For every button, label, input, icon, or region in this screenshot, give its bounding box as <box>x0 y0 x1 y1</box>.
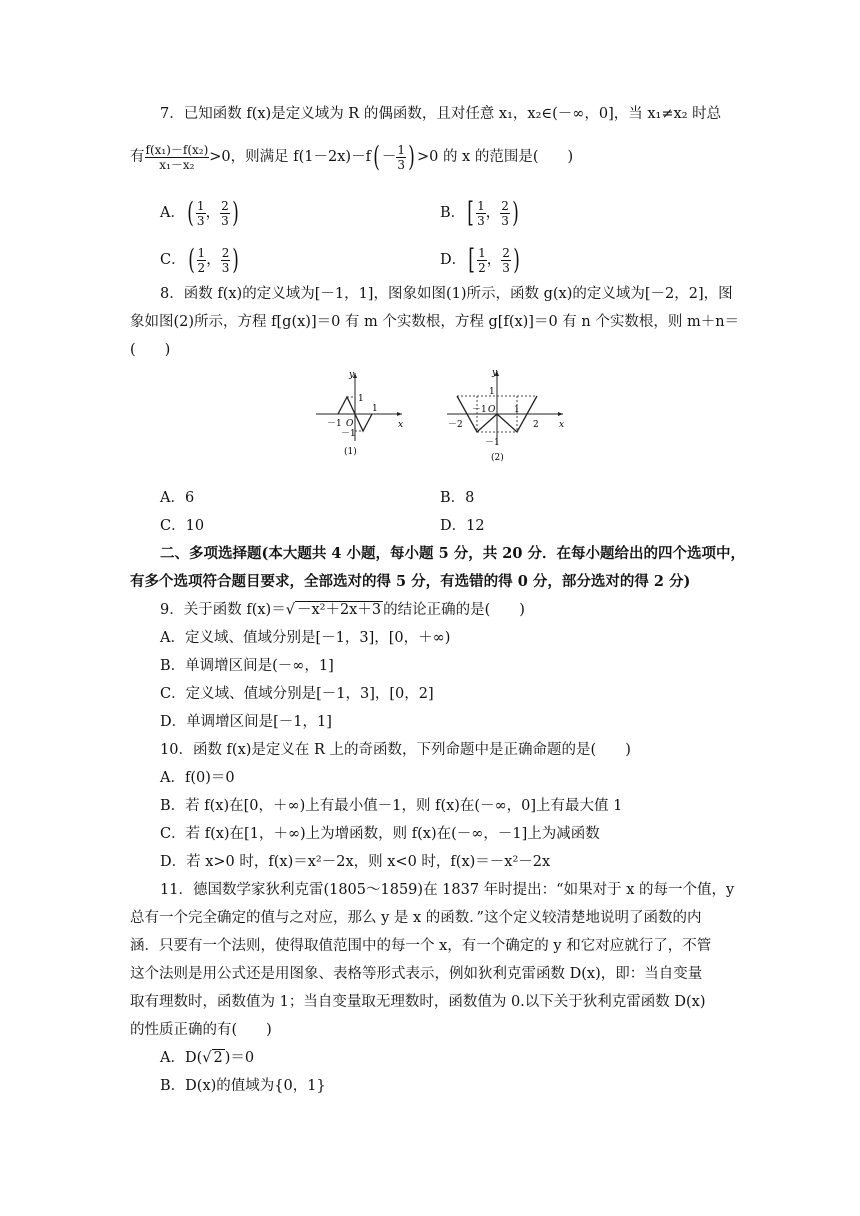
q11-stem-line1: 11．德国数学家狄利克雷(1805～1859)在 1837 年时提出：“如果对于 x 的每一个值，y <box>160 882 735 898</box>
frac-num: 2 <box>221 198 229 213</box>
fig1-tick: 1 <box>358 394 364 404</box>
q11-stem-line5: 取有理数时，函数值为 1；当自变量取无理数时，函数值为 0.以下关于狄利克雷函数 D(x) <box>130 994 706 1010</box>
q7-arg-den: 3 <box>397 157 406 172</box>
q9-pre: 9．关于函数 f(x)＝ <box>160 602 286 618</box>
fig2-tick: －1 <box>472 405 487 415</box>
q7-option-c[interactable]: C．( $\frac{1}{2}$ ， $\frac{2}{3}$ ) <box>160 243 240 276</box>
option-label: B． <box>440 205 466 221</box>
q7-arg-num: 1 <box>397 142 406 157</box>
option-label: A． <box>160 205 185 221</box>
q7-frac-numerator: f(x₁)－f(x₂) <box>145 142 209 157</box>
fig2-caption: (2) <box>491 453 504 463</box>
fig2-tick: －2 <box>448 420 463 430</box>
q11-opt-a-post: )＝0 <box>224 1050 255 1066</box>
q11-option-b[interactable]: B．D(x)的值域为{0，1} <box>160 1078 326 1094</box>
q11-stem-line2: 总有一个完全确定的值与之对应，那么 y 是 x 的函数．”这个定义较清楚地说明了函数的内 <box>130 910 702 926</box>
section-2-heading-line1: 二、多项选择题(本大题共 4 小题，每小题 5 分，共 20 分．在每小题给出的四个选项中， <box>160 545 746 562</box>
interval-left <box>476 199 486 228</box>
frac-den: 3 <box>477 213 485 228</box>
q9-option-b[interactable]: B．单调增区间是(－∞，1] <box>160 658 334 674</box>
q7-option-b[interactable]: B．[ $\frac{1}{3}$ ， $\frac{2}{3}$ ) <box>440 196 519 229</box>
figure-2-graph <box>445 365 575 463</box>
interval-open: [ <box>467 196 474 229</box>
q7-arg-fraction <box>396 143 406 172</box>
q9-sqrt-body: －x²＋2x＋3 <box>296 602 382 618</box>
fig1-tick: 1 <box>372 404 378 414</box>
fig2-x-arrow <box>558 412 563 416</box>
interval-right <box>500 199 510 228</box>
frac-num: 1 <box>478 245 486 260</box>
q9-stem <box>160 600 525 620</box>
q7-option-a[interactable]: A．( $\frac{1}{3}$ ， $\frac{2}{3}$ ) <box>160 196 239 229</box>
q7-fraction <box>145 143 210 172</box>
q10-option-b[interactable]: B．若 f(x)在[0，＋∞)上有最小值－1，则 f(x)在(－∞，0]上有最大值 1 <box>160 798 623 814</box>
fig1-tick: －1 <box>327 419 342 429</box>
interval-left <box>197 246 207 275</box>
q9-option-d[interactable]: D．单调增区间是[－1，1] <box>160 714 332 730</box>
fig2-tick: 2 <box>533 420 539 430</box>
q7-option-d[interactable]: D．[ $\frac{1}{2}$ ， $\frac{2}{3}$ ) <box>440 243 520 276</box>
fig2-tick: －1 <box>485 438 500 448</box>
q8-option-b[interactable]: B．8 <box>440 490 475 506</box>
fig1-x-arrow <box>397 412 402 416</box>
q7-pre: 有 <box>130 149 145 165</box>
figure-1-graph <box>310 365 410 457</box>
frac-den: 3 <box>221 260 230 275</box>
q10-option-d[interactable]: D．若 x>0 时，f(x)＝x²－2x，则 x<0 时，f(x)＝－x²－2x <box>160 854 551 870</box>
interval-close: ) <box>512 196 519 229</box>
q7-arg-sign: － <box>381 149 397 165</box>
interval-open: [ <box>468 243 475 276</box>
q11-stem-line4: 这个法则是用公式还是用图象、表格等形式表示，例如狄利克雷函数 D(x)，即：当自变量 <box>130 966 703 982</box>
fig1-caption: (1) <box>344 447 357 457</box>
frac-num: 1 <box>477 198 485 213</box>
interval-right <box>221 246 231 275</box>
q11-opt-a-pre: A．D( <box>160 1050 203 1066</box>
q11-stem-line6: 的性质正确的有( ) <box>130 1022 272 1038</box>
q10-stem: 10．函数 f(x)是定义在 R 上的奇函数，下列命题中是正确命题的是( ) <box>160 742 631 758</box>
option-label: C． <box>160 252 186 268</box>
q11-option-a[interactable] <box>160 1048 254 1068</box>
q10-option-a[interactable]: A．f(0)＝0 <box>160 770 235 786</box>
sqrt-sign: √ <box>285 602 295 618</box>
q8-option-a[interactable]: A．6 <box>160 490 195 506</box>
q7-stem-line1: 7．已知函数 f(x)是定义域为 R 的偶函数，且对任意 x₁，x₂∈(－∞，0]，当 x₁≠x₂ 时总 <box>160 106 722 122</box>
frac-num: 2 <box>501 198 509 213</box>
frac-den: 3 <box>196 213 205 228</box>
q11-opt-a-sqrt: 2 <box>213 1050 223 1066</box>
frac-den: 3 <box>221 213 229 228</box>
frac-den: 2 <box>478 260 486 275</box>
q7-arg-close-paren: ) <box>408 140 415 173</box>
q8-stem-line2: 象如图(2)所示，方程 f[g(x)]＝0 有 m 个实数根，方程 g[f(x)]＝0 有 n 个实数根，则 m＋n＝ <box>130 314 740 330</box>
fig2-tick: 1 <box>514 405 520 415</box>
q7-mid: >0，则满足 f(1－2x)－f <box>209 149 371 165</box>
frac-den: 2 <box>197 260 206 275</box>
q7-post: >0 的 x 的范围是( ) <box>416 149 574 165</box>
q7-frac-denominator: x₁－x₂ <box>159 157 195 172</box>
q9-post: 的结论正确的是( ) <box>383 602 525 618</box>
q11-stem-line3: 涵．只要有一个法则，使得取值范围中的每一个 x，有一个确定的 y 和它对应就行了，不管 <box>130 938 712 954</box>
interval-right <box>220 199 230 228</box>
fig2-y-label: y <box>492 368 498 378</box>
fig1-y-label: y <box>349 370 355 380</box>
fig2-tick: 1 <box>489 387 495 397</box>
sqrt-sign: √ <box>202 1050 212 1066</box>
q9-option-a[interactable]: A．定义域、值域分别是[－1，3]，[0，＋∞) <box>160 630 451 646</box>
q8-stem-line1: 8．函数 f(x)的定义域为[－1，1]，图象如图(1)所示，函数 g(x)的定义域为[－2，2]，图 <box>160 286 733 302</box>
frac-num: 1 <box>196 198 205 213</box>
fig1-tick: －1 <box>341 429 356 439</box>
interval-left <box>196 199 206 228</box>
q7-stem-line2 <box>130 142 573 172</box>
fig1-origin-label: O <box>346 419 354 429</box>
interval-close: ) <box>231 196 239 229</box>
q8-stem-line3: ( ) <box>130 342 171 358</box>
interval-close: ) <box>513 243 520 276</box>
fig2-origin-label: O <box>488 405 496 415</box>
interval-close: ) <box>232 243 240 276</box>
fig1-x-label: x <box>398 420 404 430</box>
q8-option-c[interactable]: C．10 <box>160 518 205 534</box>
interval-left <box>477 246 487 275</box>
q9-option-c[interactable]: C．定义域、值域分别是[－1，3]，[0，2] <box>160 686 434 702</box>
frac-num: 1 <box>197 245 206 260</box>
q7-arg-open-paren: ( <box>373 140 380 173</box>
frac-den: 3 <box>501 213 509 228</box>
option-label: D． <box>440 252 467 268</box>
interval-right <box>501 246 511 275</box>
frac-num: 2 <box>502 245 510 260</box>
frac-num: 2 <box>221 245 230 260</box>
section-2-heading-line2: 有多个选项符合题目要求，全部选对的得 5 分，有选错的得 0 分，部分选对的得 2 分) <box>130 573 691 590</box>
interval-open: ( <box>187 243 195 276</box>
frac-den: 3 <box>502 260 510 275</box>
fig2-x-label: x <box>559 420 565 430</box>
q10-option-c[interactable]: C．若 f(x)在[1，＋∞)上为增函数，则 f(x)在(－∞，－1]上为减函数 <box>160 826 600 842</box>
interval-open: ( <box>187 196 194 229</box>
q8-option-d[interactable]: D．12 <box>440 518 485 534</box>
